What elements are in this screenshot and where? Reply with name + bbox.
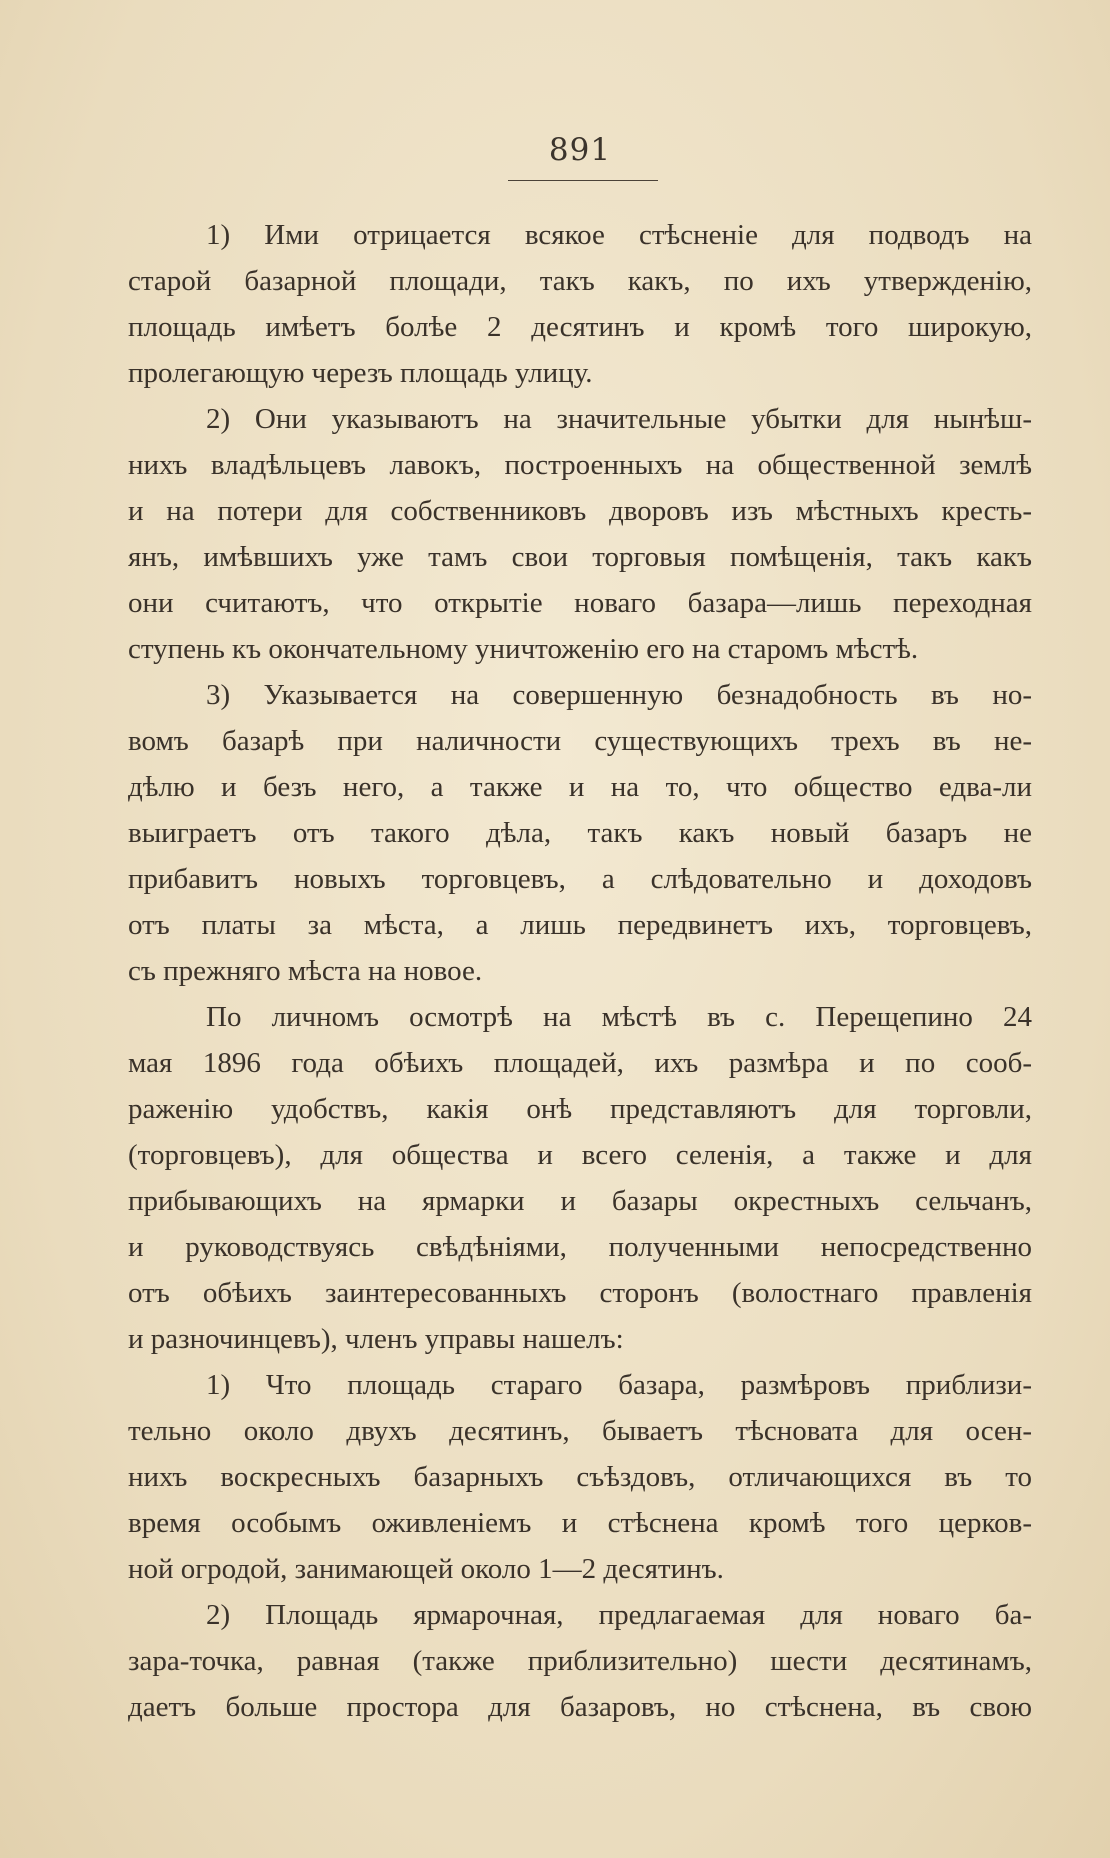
text-line: 3) Указывается на совершенную безнадобность въ но-: [206, 679, 1032, 711]
paragraph: [128, 1592, 1032, 1730]
text-line: отъ обѣихъ заинтересованныхъ сторонъ (волостнаго правленія: [128, 1277, 1032, 1309]
paragraph: [128, 1362, 1032, 1592]
text-line: нихъ воскресныхъ базарныхъ съѣздовъ, отличающихся въ то: [128, 1461, 1032, 1493]
text-line: 2) Площадь ярмарочная, предлагаемая для новаго ба-: [206, 1599, 1032, 1631]
text-line: прибавитъ новыхъ торговцевъ, а слѣдовательно и доходовъ: [128, 863, 1032, 895]
text-line: съ прежняго мѣста на новое.: [128, 955, 483, 987]
text-line: прибывающихъ на ярмарки и базары окрестныхъ сельчанъ,: [128, 1185, 1032, 1217]
text-line: раженію удобствъ, какія онѣ представляютъ для торговли,: [128, 1093, 1032, 1125]
page-number: 891: [548, 132, 612, 168]
text-line: даетъ больше простора для базаровъ, но стѣснена, въ свою: [128, 1691, 1032, 1723]
text-line: и на потери для собственниковъ дворовъ изъ мѣстныхъ кресть-: [128, 495, 1032, 527]
text-line: пролегающую черезъ площадь улицу.: [128, 357, 593, 389]
text-line: дѣлю и безъ него, а также и на то, что общество едва-ли: [128, 771, 1032, 803]
text-line: тельно около двухъ десятинъ, бываетъ тѣсновата для осен-: [128, 1415, 1032, 1447]
text-line: По личномъ осмотрѣ на мѣстѣ въ с. Перещепино 24: [206, 1001, 1032, 1033]
page-number-rule: [508, 180, 658, 181]
paragraph: [128, 212, 1032, 396]
text-line: нихъ владѣльцевъ лавокъ, построенныхъ на общественной землѣ: [128, 449, 1032, 481]
text-line: ступень къ окончательному уничтоженію его на старомъ мѣстѣ.: [128, 633, 919, 665]
paragraph: [128, 672, 1032, 994]
paragraph: [128, 994, 1032, 1362]
text-line: вомъ базарѣ при наличности существующихъ трехъ въ не-: [128, 725, 1032, 757]
text-line: зара-точка, равная (также приблизительно) шести десятинамъ,: [128, 1645, 1032, 1677]
text-line: и разночинцевъ), членъ управы нашелъ:: [128, 1323, 624, 1355]
text-line: отъ платы за мѣста, а лишь передвинетъ ихъ, торговцевъ,: [128, 909, 1032, 941]
text-line: время особымъ оживленіемъ и стѣснена кромѣ того церков-: [128, 1507, 1032, 1539]
text-line: выиграетъ отъ такого дѣла, такъ какъ новый базаръ не: [128, 817, 1032, 849]
text-line: площадь имѣетъ болѣе 2 десятинъ и кромѣ того широкую,: [128, 311, 1032, 343]
text-line: янъ, имѣвшихъ уже тамъ свои торговыя помѣщенія, такъ какъ: [128, 541, 1032, 573]
paragraph: [128, 396, 1032, 672]
text-line: ной огродой, занимающей около 1—2 десятинъ.: [128, 1553, 724, 1585]
text-line: и руководствуясь свѣдѣніями, полученными непосредственно: [128, 1231, 1032, 1263]
text-line: (торговцевъ), для общества и всего селенія, а также и для: [128, 1139, 1032, 1171]
text-line: 1) Что площадь стараго базара, размѣровъ приблизи-: [206, 1369, 1032, 1401]
body-text: [128, 212, 1032, 1730]
text-line: мая 1896 года обѣихъ площадей, ихъ размѣра и по сооб-: [128, 1047, 1032, 1079]
text-line: старой базарной площади, такъ какъ, по ихъ утвержденію,: [128, 265, 1032, 297]
text-line: 1) Ими отрицается всякое стѣсненіе для подводъ на: [206, 219, 1032, 251]
text-line: 2) Они указываютъ на значительные убытки для нынѣш-: [206, 403, 1032, 435]
text-line: они считаютъ, что открытіе новаго базара—лишь переходная: [128, 587, 1032, 619]
